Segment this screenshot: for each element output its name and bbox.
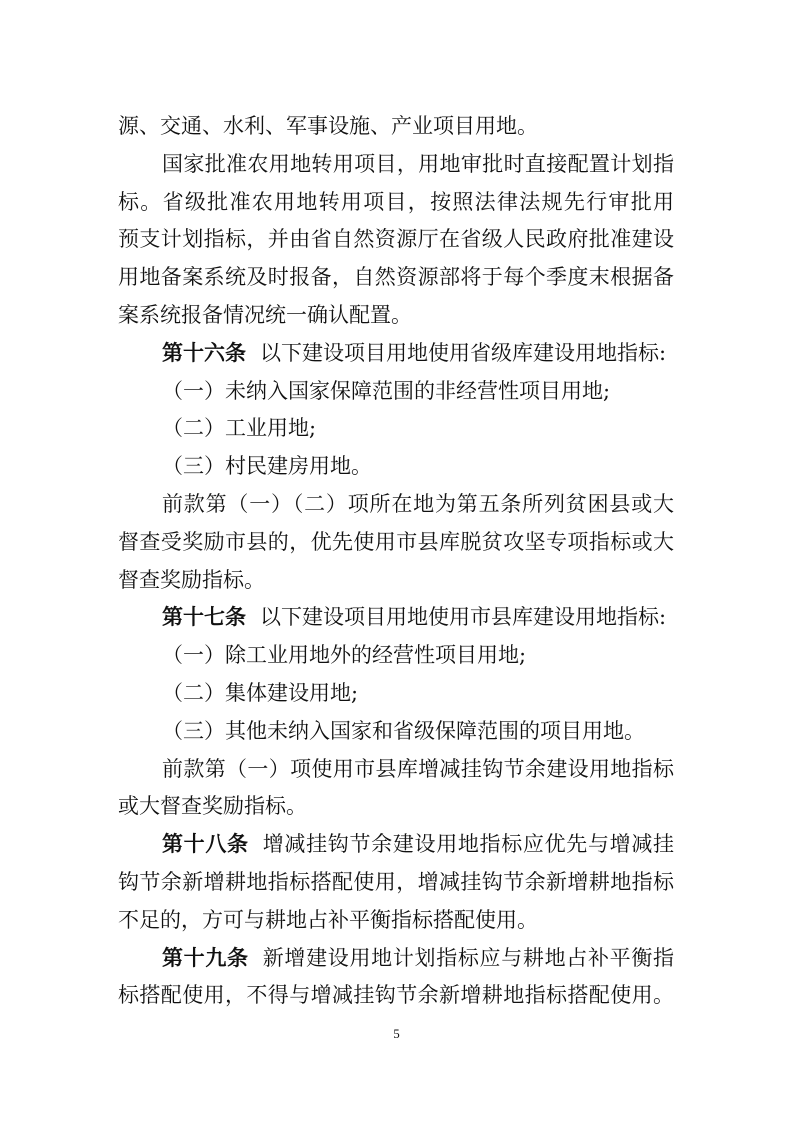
line-text: 新增建设用地计划指标应与耕地占补平衡指 — [262, 945, 674, 970]
text-line — [118, 902, 674, 940]
text-line — [118, 751, 674, 789]
text-line — [118, 713, 674, 751]
article-number: 第十九条 — [162, 945, 249, 970]
text-line — [118, 524, 674, 562]
text-line — [118, 675, 674, 713]
text-line — [118, 940, 674, 978]
text-line — [118, 637, 674, 675]
line-text: 标搭配使用，不得与增减挂钩节余新增耕地指标搭配使用。 — [118, 983, 674, 1008]
text-line — [118, 410, 674, 448]
line-text: （一）未纳入国家保障范围的非经营性项目用地; — [162, 378, 611, 403]
line-text: （三）村民建房用地。 — [162, 454, 372, 479]
line-text: 钩节余新增耕地指标搭配使用，增减挂钩节余新增耕地指标 — [118, 869, 674, 894]
text-line — [118, 788, 674, 826]
line-text: 督查奖励指标。 — [118, 567, 265, 592]
line-text: 以下建设项目用地使用省级库建设用地指标: — [260, 340, 667, 365]
line-text: （二）集体建设用地; — [162, 680, 359, 705]
line-text: 或大督查奖励指标。 — [118, 794, 307, 819]
text-line — [118, 977, 674, 1015]
line-text: 用地备案系统及时报备，自然资源部将于每个季度末根据备 — [118, 265, 674, 290]
text-line — [118, 599, 674, 637]
text-line — [118, 335, 674, 373]
line-text: 案系统报备情况统一确认配置。 — [118, 302, 412, 327]
document-body — [118, 108, 674, 1015]
line-text: （二）工业用地; — [162, 416, 317, 441]
line-text: 增减挂钩节余建设用地指标应优先与增减挂 — [262, 832, 674, 857]
line-text: 预支计划指标，并由省自然资源厅在省级人民政府批准建设 — [118, 227, 674, 252]
text-line — [118, 864, 674, 902]
text-line — [118, 562, 674, 600]
line-text: 标。省级批准农用地转用项目，按照法律法规先行审批用 — [118, 189, 674, 214]
line-text: 督查受奖励市县的，优先使用市县库脱贫攻坚专项指标或大 — [118, 529, 674, 554]
text-line — [118, 297, 674, 335]
text-line — [118, 373, 674, 411]
line-text: 不足的，方可与耕地占补平衡指标搭配使用。 — [118, 907, 538, 932]
text-line — [118, 146, 674, 184]
line-text: 国家批准农用地转用项目，用地审批时直接配置计划指 — [162, 151, 674, 176]
article-number: 第十八条 — [162, 832, 249, 857]
text-line — [118, 184, 674, 222]
text-line — [118, 108, 674, 146]
article-number: 第十七条 — [162, 605, 246, 630]
line-text: 前款第（一）（二）项所在地为第五条所列贫困县或大 — [162, 491, 674, 516]
page-number: 5 — [393, 1026, 400, 1041]
text-line — [118, 221, 674, 259]
text-line — [118, 486, 674, 524]
line-text: （一）除工业用地外的经营性项目用地; — [162, 643, 527, 668]
line-text: 以下建设项目用地使用市县库建设用地指标: — [260, 605, 667, 630]
line-text: （三）其他未纳入国家和省级保障范围的项目用地。 — [162, 718, 645, 743]
text-line — [118, 448, 674, 486]
text-line — [118, 826, 674, 864]
line-text: 前款第（一）项使用市县库增减挂钩节余建设用地指标 — [162, 756, 674, 781]
article-number: 第十六条 — [162, 340, 246, 365]
text-line — [118, 259, 674, 297]
line-text: 源、交通、水利、军事设施、产业项目用地。 — [118, 114, 538, 138]
